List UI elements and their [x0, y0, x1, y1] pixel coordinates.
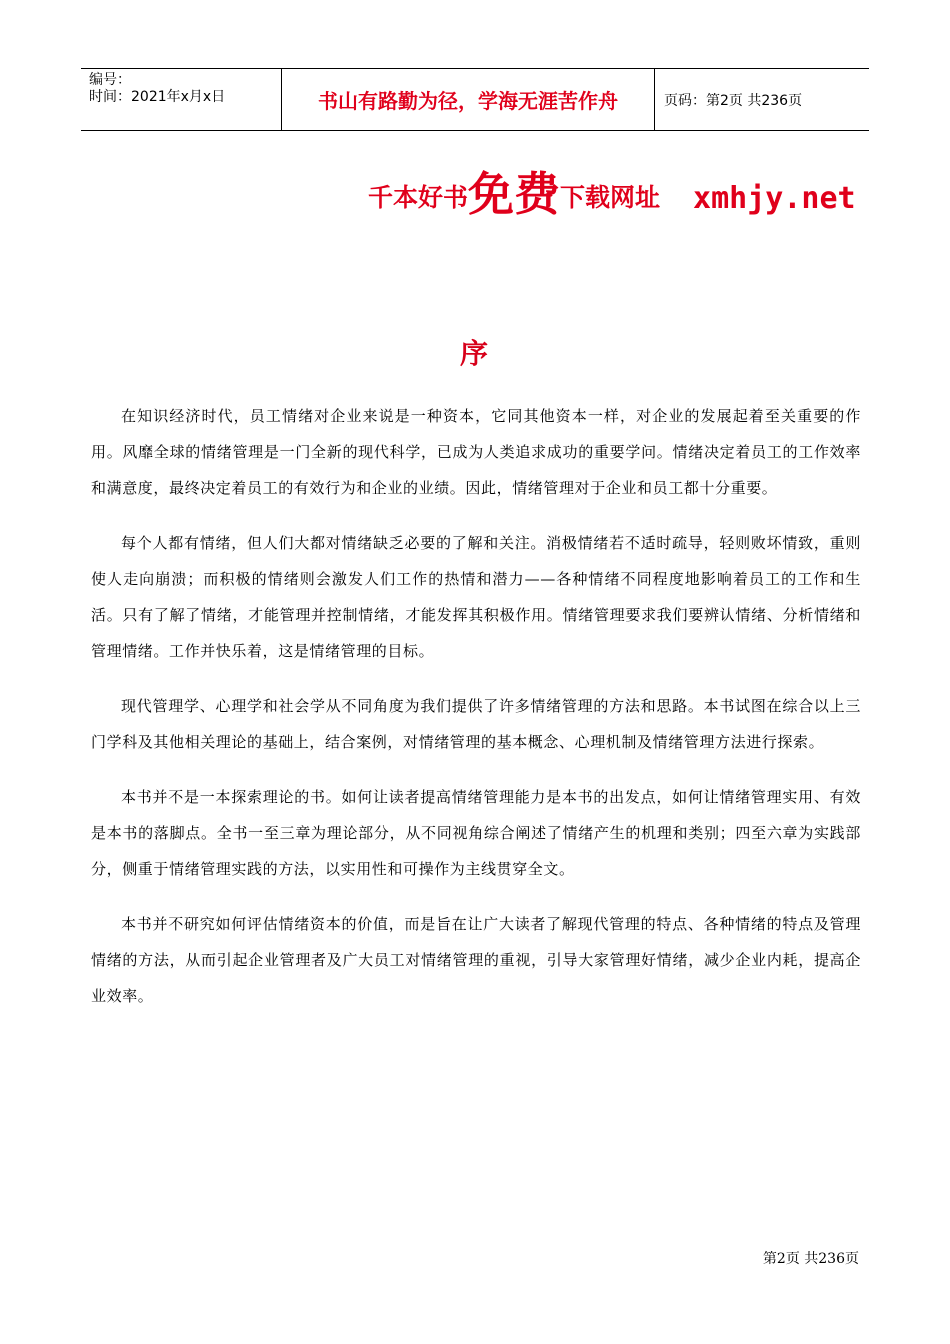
body-text — [91, 398, 861, 1033]
promo-text-2: 下载网址 — [560, 183, 661, 212]
header-meta — [81, 69, 282, 130]
page-header — [81, 68, 869, 131]
time-label: 时间：2021年x月x日 — [89, 89, 226, 105]
paragraph: 在知识经济时代，员工情绪对企业来说是一种资本，它同其他资本一样，对企业的发展起着至关重要的作用。风靡全球的情绪管理是一门全新的现代科学，已成为人类追求成功的重要学问。情绪决定着员工的工作效率和满意度，最终决定着员工的有效行为和企业的业绩。因此，情绪管理对于企业和员工都十分重要。 — [91, 407, 861, 497]
number-label: 编号： — [89, 72, 131, 88]
paragraph: 现代管理学、心理学和社会学从不同角度为我们提供了许多情绪管理的方法和思路。本书试图在综合以上三门学科及其他相关理论的基础上，结合案例，对情绪管理的基本概念、心理机制及情绪管理方法进行探索。 — [91, 697, 861, 751]
header-motto: 书山有路勤为径，学海无涯苦作舟 — [282, 69, 655, 130]
promo-url[interactable]: xmhjy.net — [693, 181, 856, 216]
paragraph: 每个人都有情绪，但人们大都对情绪缺乏必要的了解和关注。消极情绪若不适时疏导，轻则败坏情致，重则使人走向崩溃；而积极的情绪则会激发人们工作的热情和潜力——各种情绪不同程度地影响着员工的工作和生活。只有了解了情绪，才能管理并控制情绪，才能发挥其积极作用。情绪管理要求我们要辨认情绪、分析情绪和管理情绪。工作并快乐着，这是情绪管理的目标。 — [91, 534, 861, 660]
promo-banner — [368, 160, 856, 220]
paragraph: 本书并不研究如何评估情绪资本的价值，而是旨在让广大读者了解现代管理的特点、各种情绪的特点及管理情绪的方法，从而引起企业管理者及广大员工对情绪管理的重视，引导大家管理好情绪，减少企业内耗，提高企业效率。 — [91, 915, 861, 1005]
promo-free: 免费 — [468, 167, 561, 221]
section-title: 序 — [459, 337, 490, 370]
paragraph: 本书并不是一本探索理论的书。如何让读者提高情绪管理能力是本书的出发点，如何让情绪管理实用、有效是本书的落脚点。全书一至三章为理论部分，从不同视角综合阐述了情绪产生的机理和类别；四至六章为实践部分，侧重于情绪管理实践的方法，以实用性和可操作为主线贯穿全文。 — [91, 788, 861, 878]
promo-text-1: 千本好书 — [368, 183, 469, 212]
page-footer: 第2页 共236页 — [762, 1251, 859, 1267]
header-page-info: 页码：第2页 共236页 — [664, 92, 803, 109]
